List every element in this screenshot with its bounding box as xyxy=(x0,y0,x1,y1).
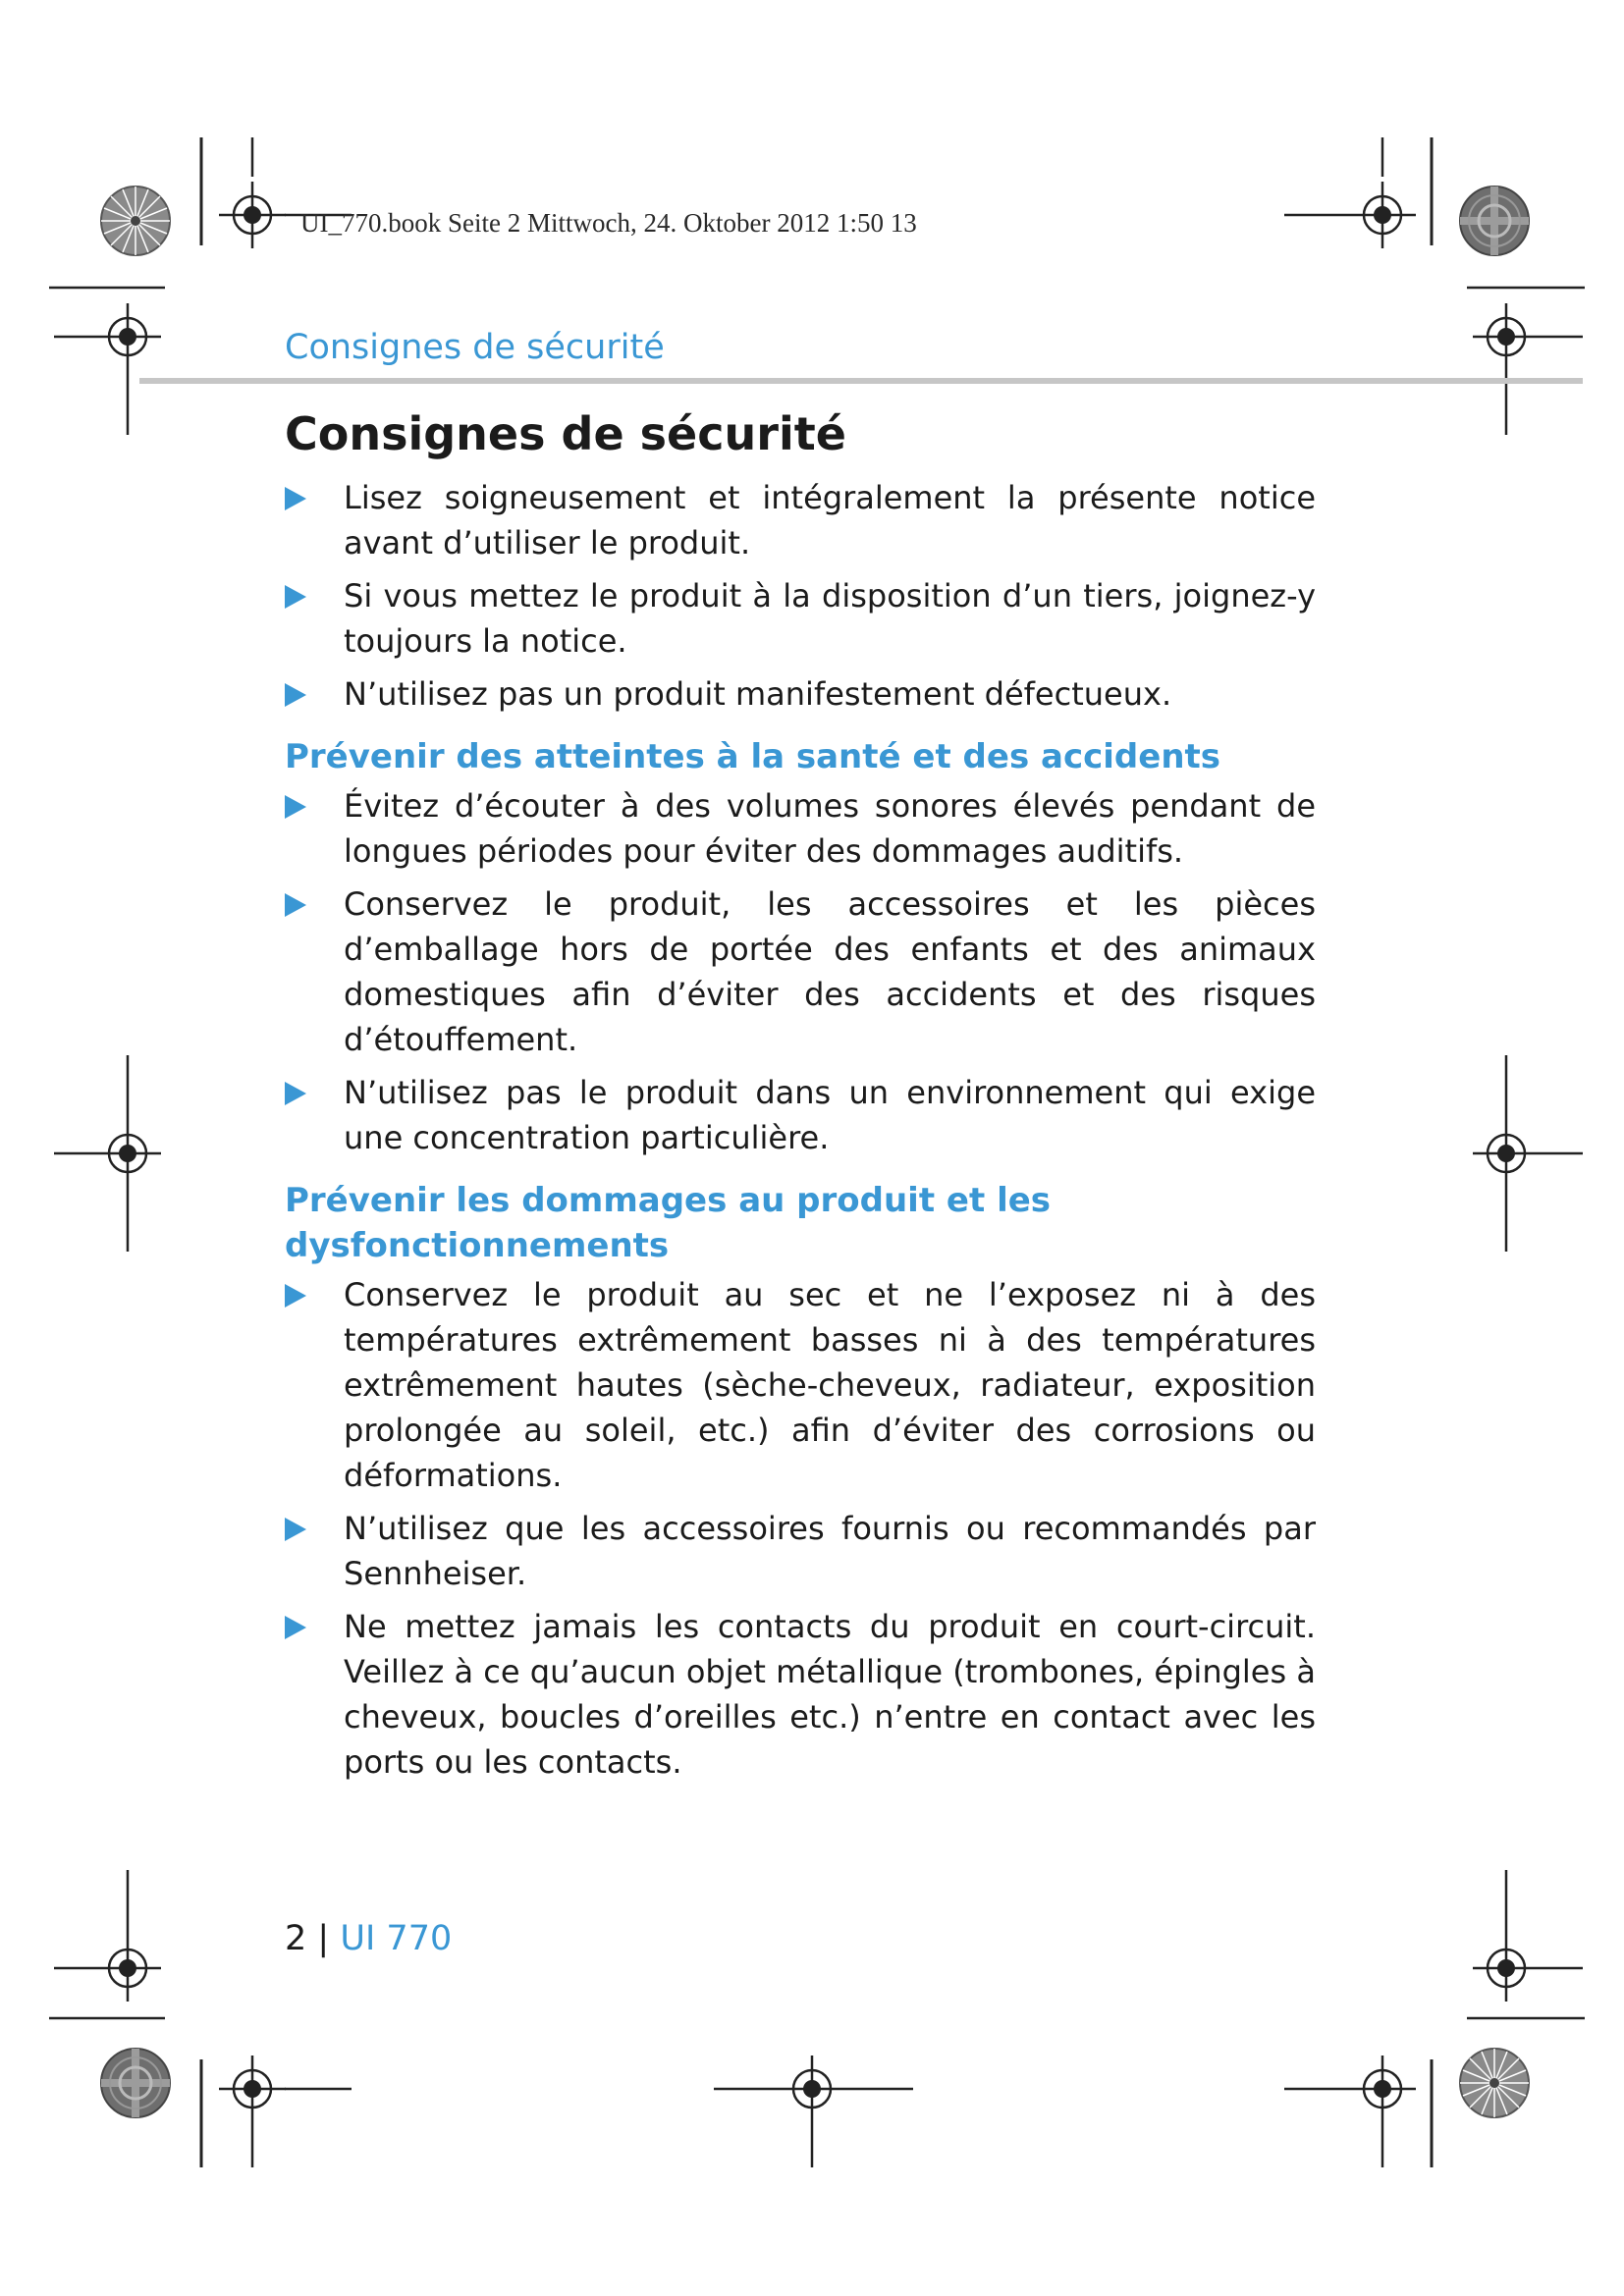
bullet-arrow-icon xyxy=(285,1284,306,1308)
registration-mark-icon xyxy=(1349,182,1416,248)
print-slug: UI_770.book Seite 2 Mittwoch, 24. Oktober 2012 1:50 13 xyxy=(300,208,917,238)
footer-model-name: UI 770 xyxy=(340,1919,453,1958)
registration-mark-icon xyxy=(1473,1935,1540,2002)
registration-mark-icon xyxy=(1473,303,1540,370)
bullet-arrow-icon xyxy=(285,1518,306,1541)
registration-mark-icon xyxy=(219,2056,286,2122)
header-rule xyxy=(139,378,1583,384)
health-list xyxy=(285,783,1316,1160)
list-item: Lisez soigneusement et intégralement la présente notice avant d’utiliser le produit. xyxy=(285,475,1316,565)
star-target-icon-bottom-right xyxy=(1460,2049,1529,2117)
page-number: 2 xyxy=(285,1919,307,1958)
list-item: Évitez d’écouter à des volumes sonores élevés pendant de longues périodes pour éviter des dommages auditifs. xyxy=(285,783,1316,874)
section-heading-product: Prévenir les dommages au produit et les dysfonctionnements xyxy=(285,1181,1052,1265)
bullet-arrow-icon xyxy=(285,1082,306,1105)
list-item: N’utilisez pas le produit dans un environnement qui exige une concentration particulière. xyxy=(285,1070,1316,1160)
registration-mark-icon xyxy=(219,182,286,248)
list-item: N’utilisez que les accessoires fournis ou recommandés par Sennheiser. xyxy=(285,1506,1316,1596)
registration-mark-icon xyxy=(1473,1120,1540,1187)
product-list xyxy=(285,1272,1316,1785)
bullet-arrow-icon xyxy=(285,1616,306,1639)
registration-mark-icon xyxy=(94,303,161,370)
list-item: Si vous mettez le produit à la disposition d’un tiers, joignez-y toujours la notice. xyxy=(285,573,1316,664)
page-footer xyxy=(285,1919,452,1958)
bullet-arrow-icon xyxy=(285,795,306,819)
list-item: Conservez le produit au sec et ne l’exposez ni à des températures extrêmement basses ni à des températures extrêmement hautes (sèche-cheveux, radiateur, exposition prolongée au soleil, etc.) afin d’éviter des corrosions ou déformations. xyxy=(285,1272,1316,1498)
section-heading-health: Prévenir des atteintes à la santé et des accidents xyxy=(285,737,1221,776)
registration-mark-icon xyxy=(779,2056,845,2122)
star-target-icon-top-left xyxy=(101,187,170,255)
cross-target-icon-top-right xyxy=(1460,187,1529,255)
list-item: Conservez le produit, les accessoires et les pièces d’emballage hors de portée des enfants et des animaux domestiques afin d’éviter des accidents et des risques d’étouffement. xyxy=(285,881,1316,1062)
registration-mark-icon xyxy=(94,1935,161,2002)
cross-target-icon-bottom-left xyxy=(101,2049,170,2117)
bullet-arrow-icon xyxy=(285,487,306,510)
bullet-arrow-icon xyxy=(285,683,306,707)
list-item: Ne mettez jamais les contacts du produit en court-circuit. Veillez à ce qu’aucun objet métallique (trombones, épingles à cheveux, boucles d’oreilles etc.) n’entre en contact avec les ports ou les contacts. xyxy=(285,1604,1316,1785)
intro-list xyxy=(285,475,1316,717)
footer-separator: | xyxy=(317,1919,330,1958)
running-header: Consignes de sécurité xyxy=(285,328,665,367)
bullet-arrow-icon xyxy=(285,585,306,609)
registration-mark-icon xyxy=(1349,2056,1416,2122)
bullet-arrow-icon xyxy=(285,893,306,917)
list-item: N’utilisez pas un produit manifestement défectueux. xyxy=(285,671,1316,717)
registration-mark-icon xyxy=(94,1120,161,1187)
page-title: Consignes de sécurité xyxy=(285,407,846,460)
main-content xyxy=(285,404,1316,1792)
